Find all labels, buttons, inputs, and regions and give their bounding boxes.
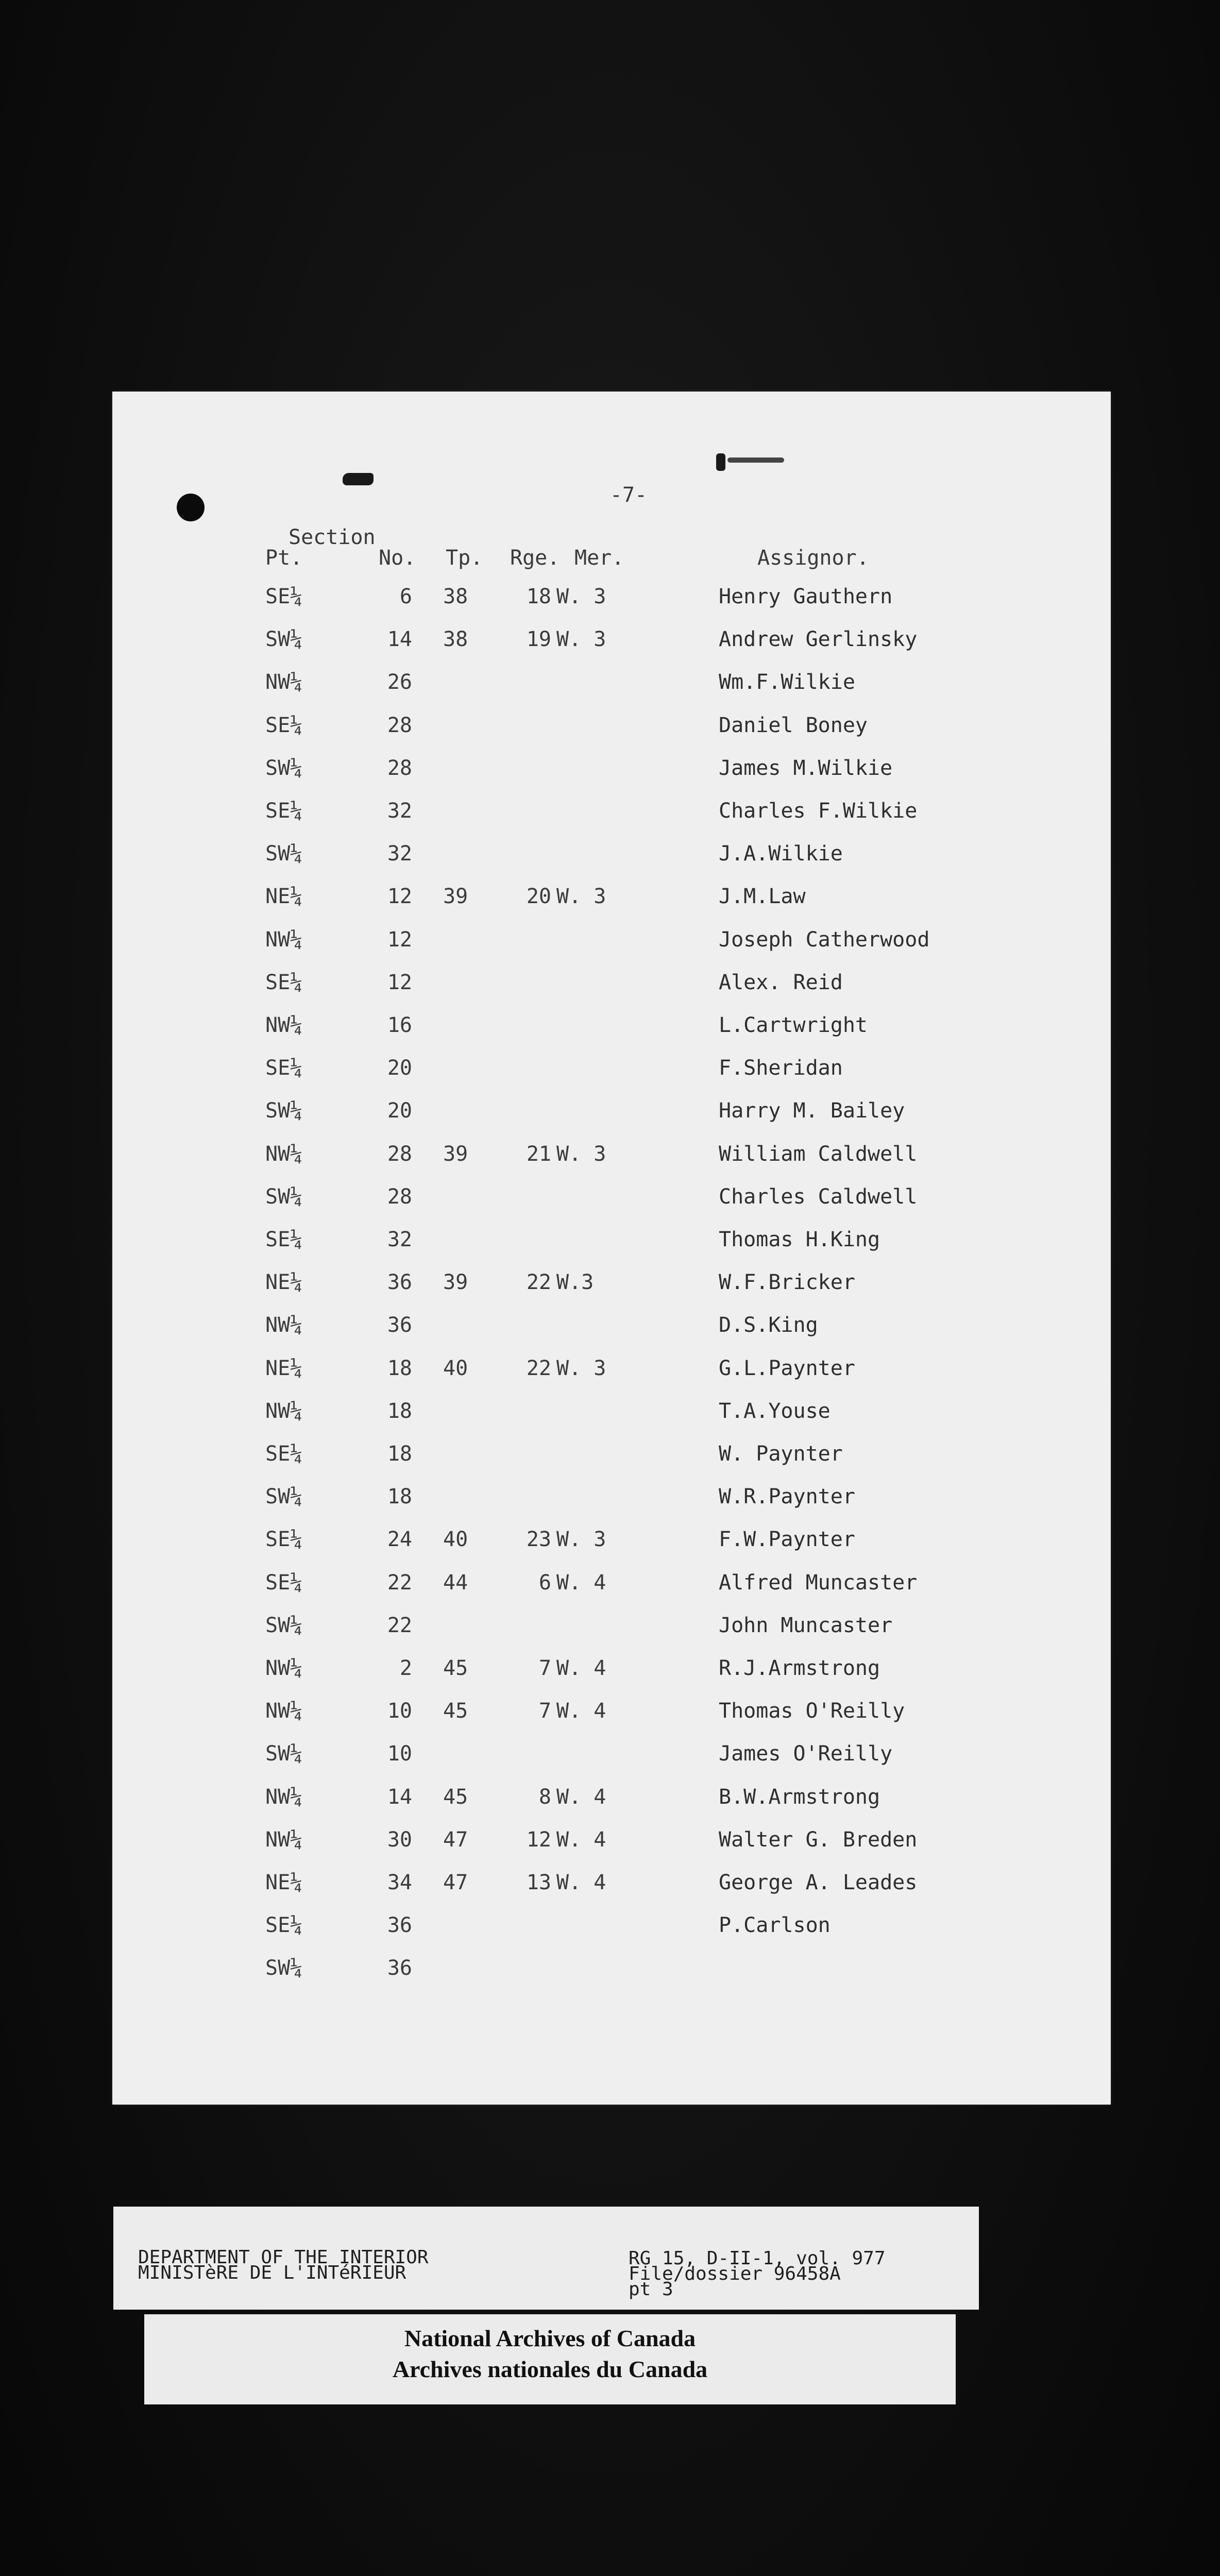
table-row [0,1828,1220,1869]
header-assignor: Assignor. [757,546,869,570]
row-assignor: J.M.Law [719,885,806,908]
row-township: 47 [443,1871,468,1894]
ink-smudge [727,457,784,463]
row-township: 40 [443,1357,468,1380]
row-pt: SW¼ [265,1742,303,1766]
row-section-no: 18 [387,1399,412,1423]
row-pt: SE¼ [265,1913,303,1937]
table-row [0,628,1220,669]
punch-hole [177,494,205,521]
row-range: 6 [538,1571,551,1595]
row-township: 38 [443,628,468,651]
row-section-no: 12 [387,928,412,952]
row-pt: SE¼ [265,1056,303,1080]
row-pt: SW¼ [265,628,303,651]
table-row [0,1228,1220,1269]
row-section-no: 28 [387,1142,412,1166]
row-meridian: W. 3 [556,628,606,651]
table-row [0,1357,1220,1398]
row-assignor: William Caldwell [719,1142,918,1166]
table-row [0,1056,1220,1097]
row-assignor: Alex. Reid [719,971,843,994]
table-row [0,1442,1220,1483]
row-pt: SE¼ [265,799,303,823]
row-township: 38 [443,585,468,608]
row-section-no: 14 [387,1785,412,1809]
table-row [0,1013,1220,1055]
row-assignor: F.W.Paynter [719,1528,855,1551]
row-meridian: W. 3 [556,1142,606,1166]
row-pt: SW¼ [265,1185,303,1209]
row-assignor: W.R.Paynter [719,1485,855,1509]
header-section: Section [289,526,376,549]
row-pt: SE¼ [265,1228,303,1251]
row-section-no: 36 [387,1270,412,1294]
row-pt: SW¼ [265,842,303,866]
table-row [0,1270,1220,1312]
row-meridian: W. 4 [556,1699,606,1723]
row-range: 19 [526,628,551,651]
row-pt: NW¼ [265,1785,303,1809]
row-pt: SW¼ [265,1614,303,1637]
row-section-no: 12 [387,971,412,994]
row-assignor: Walter G. Breden [719,1828,918,1852]
row-section-no: 28 [387,756,412,780]
row-range: 7 [538,1699,551,1723]
row-township: 39 [443,1270,468,1294]
table-row [0,1656,1220,1698]
table-row [0,1871,1220,1912]
row-section-no: 26 [387,670,412,694]
table-row [0,756,1220,798]
row-section-no: 36 [387,1313,412,1337]
row-range: 22 [526,1357,551,1380]
row-section-no: 20 [387,1056,412,1080]
row-assignor: F.Sheridan [719,1056,843,1080]
row-pt: NW¼ [265,1399,303,1423]
row-township: 47 [443,1828,468,1852]
table-row [0,1785,1220,1826]
row-assignor: R.J.Armstrong [719,1656,880,1680]
row-section-no: 12 [387,885,412,908]
table-row [0,1528,1220,1569]
row-pt: NW¼ [265,928,303,952]
row-section-no: 22 [387,1614,412,1637]
row-assignor: T.A.Youse [719,1399,831,1423]
row-section-no: 36 [387,1956,412,1980]
row-assignor: Thomas O'Reilly [719,1699,905,1723]
table-row [0,885,1220,926]
row-meridian: W. 3 [556,1528,606,1551]
row-pt: NE¼ [265,1270,303,1294]
row-assignor: John Muncaster [719,1614,893,1637]
row-range: 23 [526,1528,551,1551]
row-pt: NW¼ [265,1699,303,1723]
row-assignor: G.L.Paynter [719,1357,855,1380]
row-section-no: 32 [387,842,412,866]
row-section-no: 34 [387,1871,412,1894]
row-meridian: W. 3 [556,1357,606,1380]
row-pt: NW¼ [265,1013,303,1037]
row-meridian: W. 4 [556,1656,606,1680]
row-pt: SE¼ [265,714,303,737]
archive-name-en: National Archives of Canada [404,2325,696,2351]
row-section-no: 18 [387,1442,412,1466]
row-section-no: 10 [387,1699,412,1723]
row-assignor: Thomas H.King [719,1228,880,1251]
table-row [0,1571,1220,1612]
header-rge: Rge. [510,546,560,570]
row-section-no: 6 [399,585,412,608]
header-no: No. [379,546,416,570]
row-pt: NW¼ [265,670,303,694]
row-assignor: Alfred Muncaster [719,1571,918,1595]
row-section-no: 32 [387,799,412,823]
header-mer: Mer. [574,546,624,570]
row-township: 45 [443,1699,468,1723]
row-assignor: W. Paynter [719,1442,843,1466]
row-assignor: James O'Reilly [719,1742,893,1766]
row-assignor: B.W.Armstrong [719,1785,880,1809]
row-range: 18 [526,585,551,608]
ink-blot [343,473,374,485]
table-row [0,1913,1220,1955]
row-pt: SE¼ [265,585,303,608]
table-row [0,1313,1220,1354]
row-assignor: Henry Gauthern [719,585,893,608]
row-township: 39 [443,885,468,908]
row-township: 44 [443,1571,468,1595]
table-row [0,1142,1220,1183]
row-section-no: 16 [387,1013,412,1037]
row-assignor: Daniel Boney [719,714,868,737]
row-section-no: 28 [387,714,412,737]
row-township: 45 [443,1656,468,1680]
department-fr: MINISTèRE DE L'INTéRIEUR [138,2262,406,2283]
row-range: 8 [538,1785,551,1809]
row-assignor: George A. Leades [719,1871,918,1894]
row-assignor: L.Cartwright [719,1013,868,1037]
row-section-no: 20 [387,1099,412,1123]
row-pt: SE¼ [265,971,303,994]
table-row [0,1614,1220,1655]
row-section-no: 36 [387,1913,412,1937]
row-section-no: 30 [387,1828,412,1852]
table-row [0,1485,1220,1526]
row-pt: NE¼ [265,1871,303,1894]
archive-name-fr: Archives nationales du Canada [392,2356,708,2382]
row-assignor: D.S.King [719,1313,818,1337]
row-pt: NE¼ [265,1357,303,1380]
row-range: 12 [526,1828,551,1852]
reference-part: pt 3 [629,2279,673,2300]
row-range: 20 [526,885,551,908]
row-meridian: W. 4 [556,1571,606,1595]
row-pt: SW¼ [265,1956,303,1980]
row-section-no: 18 [387,1485,412,1509]
table-row [0,670,1220,711]
row-assignor: Wm.F.Wilkie [719,670,855,694]
row-pt: NW¼ [265,1656,303,1680]
row-meridian: W. 3 [556,885,606,908]
row-pt: SE¼ [265,1528,303,1551]
row-section-no: 22 [387,1571,412,1595]
row-township: 40 [443,1528,468,1551]
row-pt: SW¼ [265,756,303,780]
table-row [0,799,1220,840]
row-assignor: Charles F.Wilkie [719,799,918,823]
ink-blot [716,453,725,471]
row-assignor: Andrew Gerlinsky [719,628,918,651]
row-range: 22 [526,1270,551,1294]
row-section-no: 2 [399,1656,412,1680]
row-assignor: Harry M. Bailey [719,1099,905,1123]
row-assignor: P.Carlson [719,1913,831,1937]
row-township: 39 [443,1142,468,1166]
table-row [0,585,1220,626]
row-meridian: W.3 [556,1270,594,1294]
table-row [0,1956,1220,1997]
row-meridian: W. 4 [556,1785,606,1809]
row-pt: SW¼ [265,1485,303,1509]
row-pt: NW¼ [265,1142,303,1166]
department-en: DEPARTMENT OF THE INTERIOR [138,2247,429,2268]
row-pt: SE¼ [265,1442,303,1466]
row-pt: SE¼ [265,1571,303,1595]
row-pt: SW¼ [265,1099,303,1123]
row-section-no: 24 [387,1528,412,1551]
reference-file: File/dossier 96458A [629,2263,841,2284]
row-pt: NW¼ [265,1828,303,1852]
row-section-no: 14 [387,628,412,651]
table-row [0,842,1220,883]
row-assignor: Charles Caldwell [719,1185,918,1209]
row-section-no: 28 [387,1185,412,1209]
row-section-no: 18 [387,1357,412,1380]
table-row [0,1399,1220,1440]
table-row [0,1742,1220,1783]
archive-name-label [144,2314,956,2404]
row-assignor: W.F.Bricker [719,1270,855,1294]
row-meridian: W. 4 [556,1828,606,1852]
row-meridian: W. 3 [556,585,606,608]
row-assignor: Joseph Catherwood [719,928,930,952]
row-pt: NE¼ [265,885,303,908]
archive-reference-label [113,2207,979,2310]
row-range: 13 [526,1871,551,1894]
header-pt: Pt. [265,546,303,570]
table-row [0,1099,1220,1140]
table-row [0,928,1220,969]
reference-volume: RG 15, D-II-1, vol. 977 [629,2248,886,2269]
table-row [0,714,1220,755]
header-tp: Tp. [446,546,483,570]
page-number: -7- [609,483,648,507]
row-assignor: J.A.Wilkie [719,842,843,866]
row-assignor: James M.Wilkie [719,756,893,780]
row-section-no: 10 [387,1742,412,1766]
row-meridian: W. 4 [556,1871,606,1894]
table-row [0,971,1220,1012]
row-township: 45 [443,1785,468,1809]
row-pt: NW¼ [265,1313,303,1337]
row-range: 7 [538,1656,551,1680]
row-section-no: 32 [387,1228,412,1251]
table-row [0,1699,1220,1740]
row-range: 21 [526,1142,551,1166]
table-row [0,1185,1220,1226]
